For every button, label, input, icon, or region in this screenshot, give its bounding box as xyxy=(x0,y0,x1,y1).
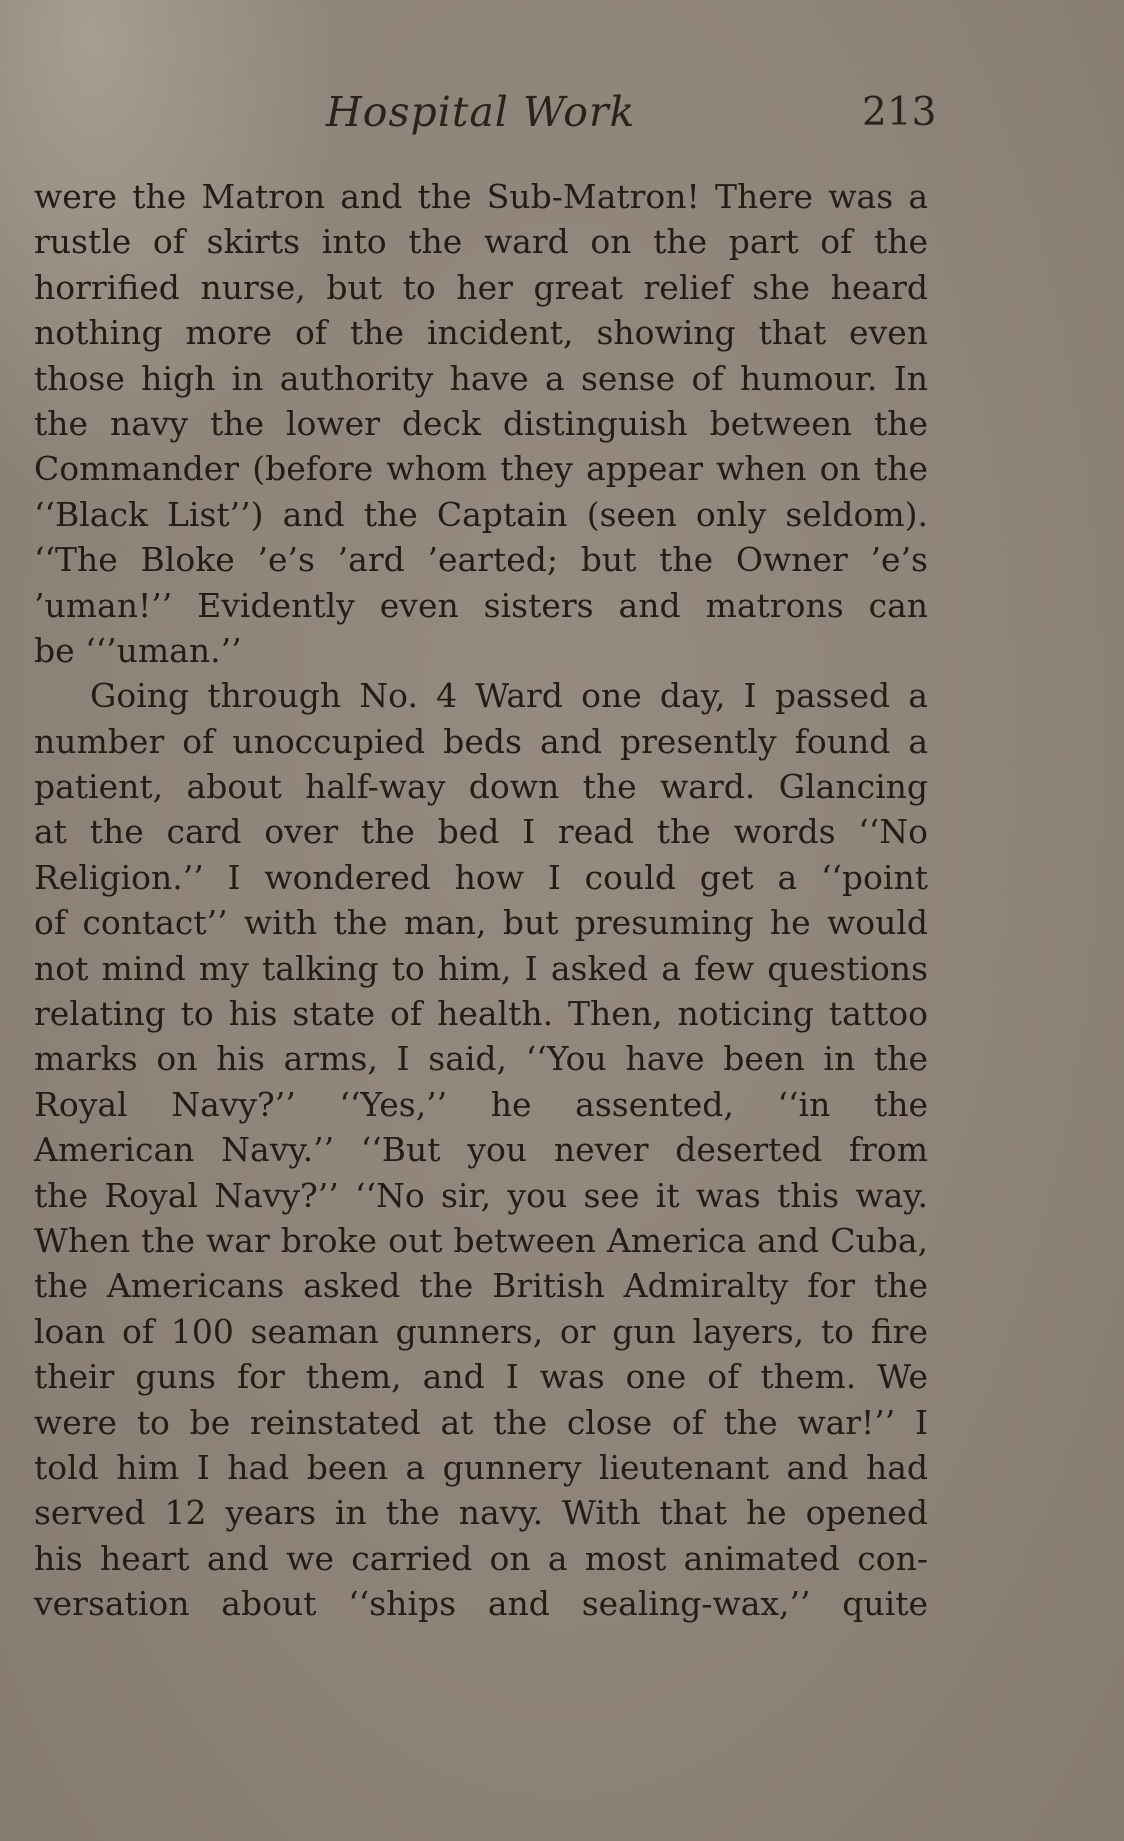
text-line: patient, about half-way down the ward. Glancing xyxy=(34,767,928,807)
text-line: number of unoccupied beds and presently found a xyxy=(34,721,928,761)
text-line: were to be reinstated at the close of the war!’’ I xyxy=(34,1402,928,1442)
text-line: versation about ‘‘ships and sealing-wax,’’ quite xyxy=(34,1584,928,1624)
text-line: of contact’’ with the man, but presuming he would xyxy=(34,903,928,943)
text-line: Commander (before whom they appear when on the xyxy=(34,449,928,489)
text-line: loan of 100 seaman gunners, or gun layers, to fire xyxy=(34,1311,928,1351)
body-text xyxy=(34,174,928,1627)
text-line: not mind my talking to him, I asked a few questions xyxy=(34,948,928,988)
text-line: relating to his state of health. Then, noticing tattoo xyxy=(34,994,928,1034)
text-line: were the Matron and the Sub-Matron! There was a xyxy=(34,177,928,216)
text-line: horrified nurse, but to her great relief she heard xyxy=(34,267,928,307)
page-number: 213 xyxy=(862,90,937,135)
text-line: American Navy.’’ ‘‘But you never deserted from xyxy=(34,1130,928,1170)
text-line: be ‘‘’uman.’’ xyxy=(34,630,242,670)
text-line: Going through No. 4 Ward one day, I passed a xyxy=(90,676,928,716)
text-line: ’uman!’’ Evidently even sisters and matrons can xyxy=(34,585,928,625)
running-head-title: Hospital Work xyxy=(326,88,636,136)
text-line: the Royal Navy?’’ ‘‘No sir, you see it was this way. xyxy=(34,1175,928,1215)
running-head xyxy=(0,88,1124,148)
text-line: Royal Navy?’’ ‘‘Yes,’’ he assented, ‘‘in the xyxy=(34,1084,928,1124)
text-line: rustle of skirts into the ward on the part of the xyxy=(34,222,928,262)
text-line: their guns for them, and I was one of them. We xyxy=(34,1357,928,1397)
text-line: ‘‘Black List’’) and the Captain (seen only seldom). xyxy=(34,494,928,534)
text-line: served 12 years in the navy. With that he opened xyxy=(34,1493,928,1533)
text-line: ‘‘The Bloke ’e’s ’ard ’earted; but the Owner ’e’s xyxy=(34,540,928,580)
text-line: Religion.’’ I wondered how I could get a ‘‘point xyxy=(34,857,928,897)
text-line: those high in authority have a sense of humour. In xyxy=(34,358,928,398)
text-line: at the card over the bed I read the words ‘‘No xyxy=(34,812,928,852)
text-line: the navy the lower deck distinguish between the xyxy=(34,403,928,443)
text-line: his heart and we carried on a most animated con- xyxy=(34,1538,928,1578)
text-line: told him I had been a gunnery lieutenant and had xyxy=(34,1447,928,1487)
text-line: the Americans asked the British Admiralty for the xyxy=(34,1266,928,1306)
text-line: marks on his arms, I said, ‘‘You have been in the xyxy=(34,1039,928,1079)
text-line: When the war broke out between America and Cuba, xyxy=(34,1220,928,1260)
text-line: nothing more of the incident, showing that even xyxy=(34,313,928,353)
